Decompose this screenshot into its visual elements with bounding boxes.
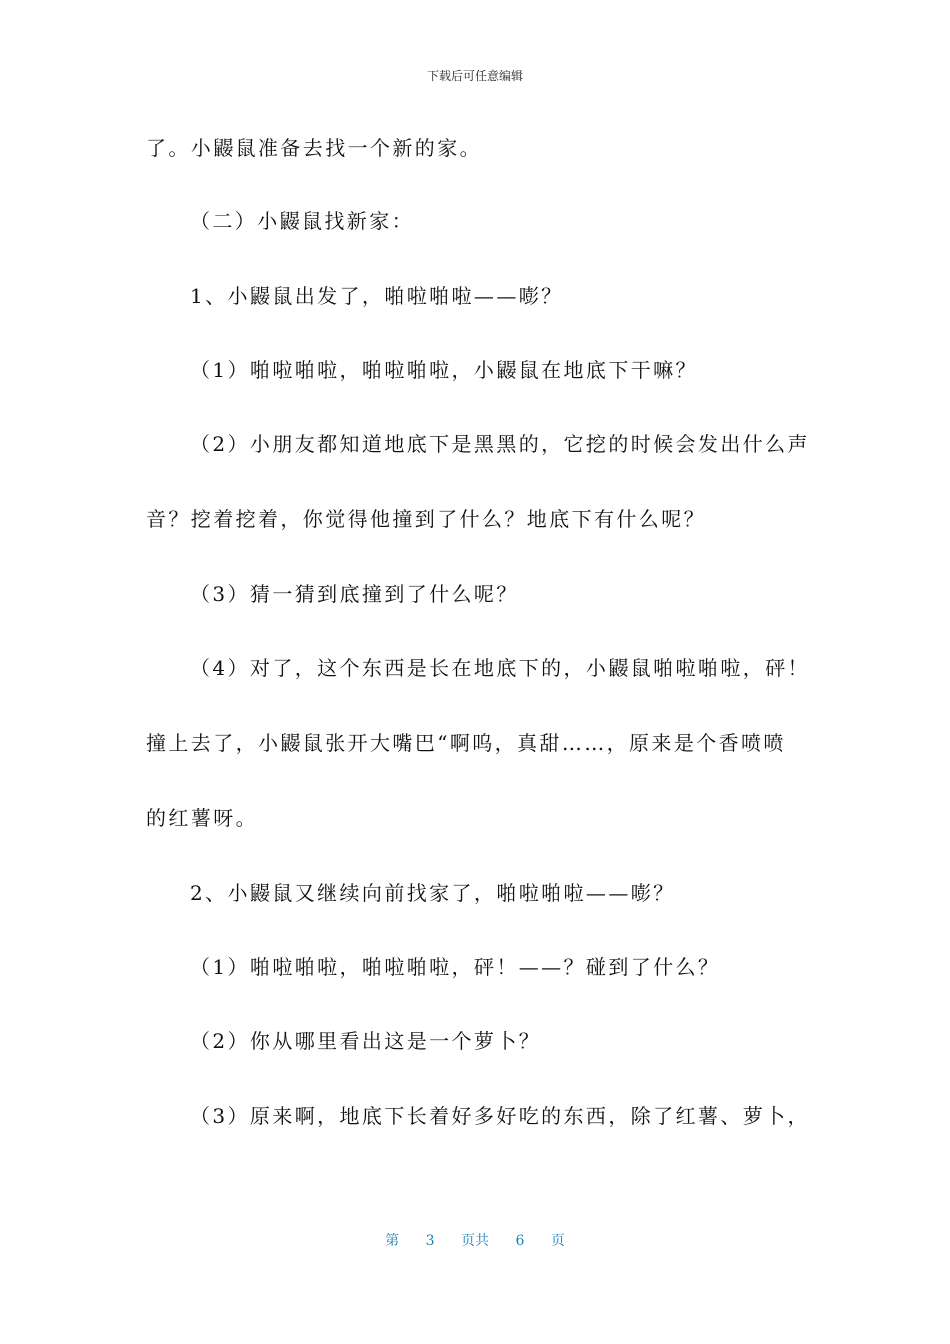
section-heading: （二）小鼹鼠找新家： bbox=[190, 209, 414, 233]
body-line: （1）啪啦啪啦，啪啦啪啦，砰！——？碰到了什么？ bbox=[190, 955, 721, 979]
footer-total-pages: 6 bbox=[515, 1233, 525, 1249]
body-line: （3）原来啊，地底下长着好多好吃的东西，除了红薯、萝卜， bbox=[190, 1104, 810, 1128]
body-line: 2、小鼹鼠又继续向前找家了，啪啦啪啦——嘭？ bbox=[190, 881, 676, 905]
body-line: 1、小鼹鼠出发了，啪啦啪啦——嘭？ bbox=[190, 284, 564, 308]
body-line: （3）猜一猜到底撞到了什么呢？ bbox=[190, 582, 519, 606]
body-line: 音？挖着挖着，你觉得他撞到了什么？地底下有什么呢？ bbox=[146, 507, 706, 531]
body-line: （4）对了，这个东西是长在地底下的，小鼹鼠啪啦啪啦，砰！ bbox=[190, 656, 810, 680]
footer-prefix: 第 bbox=[385, 1233, 400, 1249]
body-line: 撞上去了，小鼹鼠张开大嘴巴“啊呜，真甜……，原来是个香喷喷 bbox=[146, 731, 786, 755]
page-header: 下载后可任意编辑 bbox=[426, 69, 523, 83]
body-line: （2）小朋友都知道地底下是黑黑的，它挖的时候会发出什么声 bbox=[190, 432, 810, 456]
body-line: 的红薯呀。 bbox=[146, 806, 258, 830]
body-line: （1）啪啦啪啦，啪啦啪啦，小鼹鼠在地底下干嘛？ bbox=[190, 358, 698, 382]
footer-suffix: 页 bbox=[550, 1233, 565, 1249]
page-footer bbox=[0, 1230, 950, 1250]
body-line: （2）你从哪里看出这是一个萝卜？ bbox=[190, 1029, 542, 1053]
body-line: 了。小鼹鼠准备去找一个新的家。 bbox=[146, 136, 482, 160]
footer-page-number: 3 bbox=[425, 1233, 435, 1249]
footer-middle: 页共 bbox=[461, 1233, 489, 1249]
